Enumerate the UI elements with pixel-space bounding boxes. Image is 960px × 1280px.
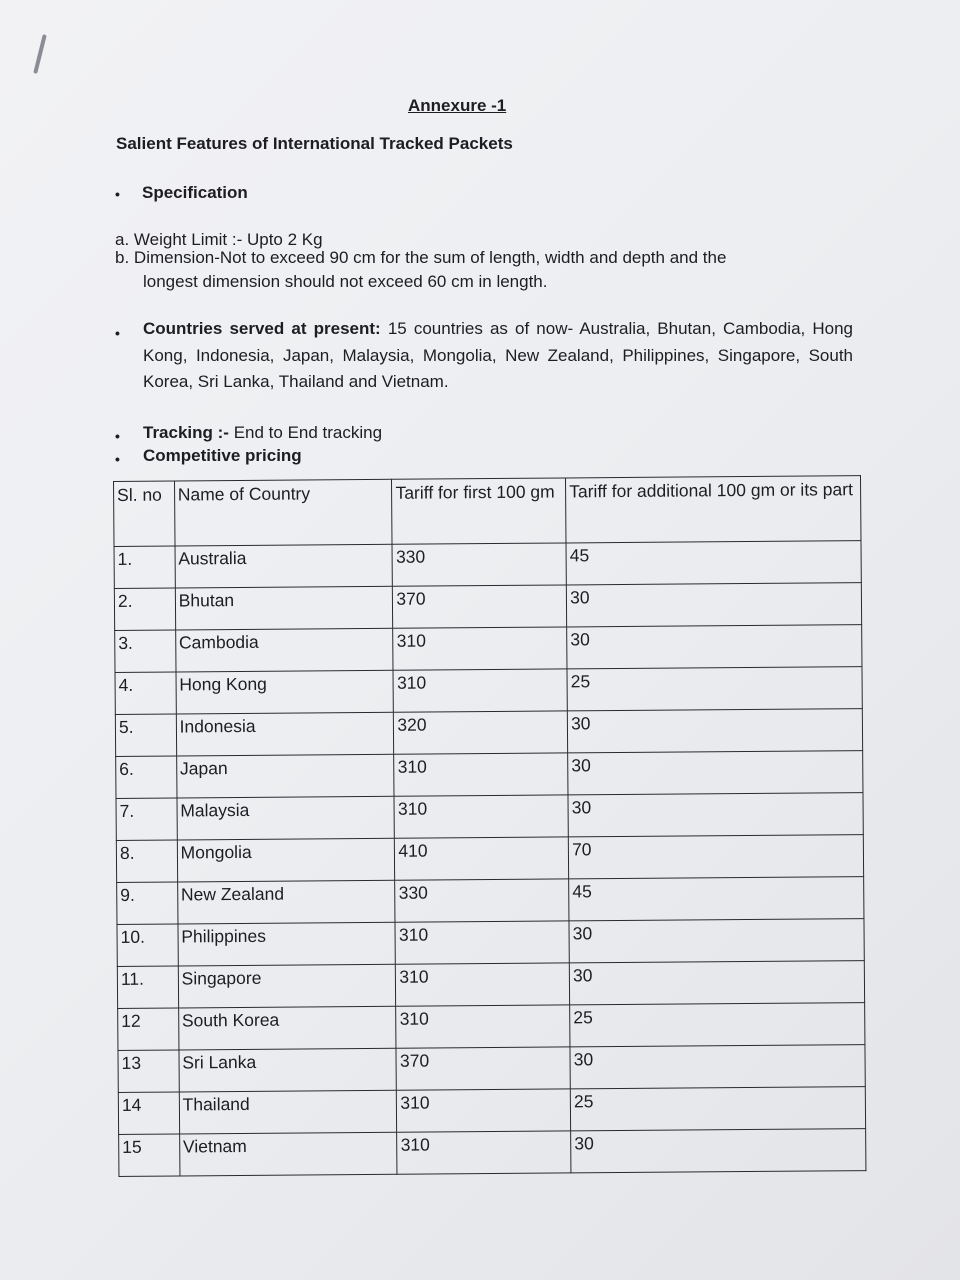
table-row bbox=[118, 1087, 865, 1135]
row-first-tariff: 310 bbox=[396, 963, 570, 1006]
row-sl-no: 15 bbox=[119, 1134, 180, 1176]
row-first-tariff: 310 bbox=[395, 921, 569, 964]
table-row bbox=[116, 835, 863, 883]
header-sl-no: Sl. no bbox=[114, 481, 175, 546]
table-row bbox=[117, 919, 864, 967]
row-additional-tariff: 30 bbox=[569, 919, 864, 963]
row-country: Philippines bbox=[178, 922, 396, 966]
spec-item-marker: a. bbox=[115, 230, 130, 249]
table-row bbox=[119, 1129, 866, 1177]
row-country: Australia bbox=[175, 544, 393, 588]
header-country: Name of Country bbox=[174, 479, 392, 546]
row-additional-tariff: 30 bbox=[567, 709, 862, 753]
bullet-dot: • bbox=[115, 186, 120, 202]
document-subtitle: Salient Features of International Tracked Packets bbox=[116, 134, 513, 153]
spec-item-text: Dimension-Not to exceed 90 cm for the sum of length, width and depth and the bbox=[133, 248, 727, 267]
row-sl-no: 13 bbox=[118, 1050, 179, 1092]
row-additional-tariff: 45 bbox=[566, 541, 861, 585]
table-row bbox=[117, 961, 864, 1009]
spec-item-dimension bbox=[115, 247, 855, 269]
row-additional-tariff: 30 bbox=[567, 625, 862, 669]
row-additional-tariff: 70 bbox=[568, 835, 863, 879]
spec-item-text: Weight Limit :- Upto 2 Kg bbox=[133, 230, 323, 249]
row-sl-no: 12 bbox=[118, 1008, 179, 1050]
table-row bbox=[115, 625, 862, 673]
row-country: Hong Kong bbox=[176, 670, 394, 714]
countries-served-paragraph bbox=[143, 316, 853, 396]
row-country: Japan bbox=[176, 754, 394, 798]
row-first-tariff: 330 bbox=[395, 879, 569, 922]
row-sl-no: 1. bbox=[114, 546, 175, 588]
row-country: Singapore bbox=[178, 964, 396, 1008]
row-additional-tariff: 45 bbox=[569, 877, 864, 921]
row-sl-no: 14 bbox=[118, 1092, 179, 1134]
row-country: Indonesia bbox=[176, 712, 394, 756]
row-country: Cambodia bbox=[175, 628, 393, 672]
pen-mark bbox=[33, 34, 47, 74]
row-country: Vietnam bbox=[179, 1132, 397, 1176]
row-first-tariff: 310 bbox=[393, 669, 567, 712]
specification-heading: Specification bbox=[142, 183, 248, 202]
row-country: South Korea bbox=[178, 1006, 396, 1050]
row-first-tariff: 310 bbox=[394, 753, 568, 796]
table-row bbox=[116, 793, 863, 841]
table-row bbox=[116, 751, 863, 799]
row-sl-no: 11. bbox=[117, 966, 178, 1008]
countries-served-label: Countries served at present: bbox=[143, 319, 381, 338]
pricing-line: Competitive pricing bbox=[143, 446, 302, 465]
table-row bbox=[118, 1003, 865, 1051]
row-sl-no: 2. bbox=[114, 588, 175, 630]
row-additional-tariff: 25 bbox=[570, 1003, 865, 1047]
countries-served-text: 15 countries as of now- Australia, Bhutan, Cambodia, Hong Kong, Indonesia, Japan, Malaysia, Mongolia, New Zealand, Philippines, Singapore, South Korea, Sri Lanka, Thailand and Vietnam. bbox=[143, 319, 853, 391]
header-additional-tariff: Tariff for additional 100 gm or its part bbox=[566, 476, 861, 543]
row-first-tariff: 320 bbox=[394, 711, 568, 754]
row-additional-tariff: 30 bbox=[570, 1045, 865, 1089]
spec-item-marker: b. bbox=[115, 248, 130, 267]
row-first-tariff: 410 bbox=[395, 837, 569, 880]
row-additional-tariff: 25 bbox=[570, 1087, 865, 1131]
row-country: Sri Lanka bbox=[179, 1048, 397, 1092]
row-first-tariff: 310 bbox=[397, 1089, 571, 1132]
row-additional-tariff: 30 bbox=[568, 793, 863, 837]
table-row bbox=[115, 667, 862, 715]
row-sl-no: 5. bbox=[115, 714, 176, 756]
row-additional-tariff: 30 bbox=[571, 1129, 866, 1173]
row-additional-tariff: 30 bbox=[566, 583, 861, 627]
row-sl-no: 10. bbox=[117, 924, 178, 966]
row-sl-no: 7. bbox=[116, 798, 177, 840]
row-sl-no: 9. bbox=[117, 882, 178, 924]
row-country: New Zealand bbox=[177, 880, 395, 924]
row-country: Malaysia bbox=[177, 796, 395, 840]
bullet-dot: • bbox=[115, 325, 120, 341]
tracking-line bbox=[143, 422, 382, 444]
tracking-text: End to End tracking bbox=[233, 423, 383, 442]
table-header-row bbox=[114, 476, 861, 547]
row-first-tariff: 310 bbox=[393, 627, 567, 670]
tracking-label: Tracking :- bbox=[143, 423, 229, 442]
row-country: Mongolia bbox=[177, 838, 395, 882]
table-row bbox=[115, 709, 862, 757]
row-sl-no: 6. bbox=[116, 756, 177, 798]
row-first-tariff: 310 bbox=[394, 795, 568, 838]
row-sl-no: 8. bbox=[116, 840, 177, 882]
bullet-dot: • bbox=[115, 428, 120, 444]
row-first-tariff: 330 bbox=[392, 543, 566, 586]
spec-item-dimension-continuation: longest dimension should not exceed 60 cm in length. bbox=[143, 272, 548, 291]
row-sl-no: 4. bbox=[115, 672, 176, 714]
row-country: Bhutan bbox=[175, 586, 393, 630]
row-additional-tariff: 25 bbox=[567, 667, 862, 711]
table-row bbox=[114, 583, 861, 631]
row-country: Thailand bbox=[179, 1090, 397, 1134]
row-additional-tariff: 30 bbox=[569, 961, 864, 1005]
row-first-tariff: 370 bbox=[396, 1047, 570, 1090]
table-row bbox=[118, 1045, 865, 1093]
row-first-tariff: 310 bbox=[397, 1131, 571, 1174]
row-sl-no: 3. bbox=[115, 630, 176, 672]
row-first-tariff: 370 bbox=[393, 585, 567, 628]
header-first-tariff: Tariff for first 100 gm bbox=[392, 478, 566, 544]
table-row bbox=[114, 541, 861, 589]
annexure-title: Annexure -1 bbox=[408, 96, 507, 115]
tariff-table bbox=[113, 475, 866, 1177]
row-additional-tariff: 30 bbox=[568, 751, 863, 795]
bullet-dot: • bbox=[115, 451, 120, 467]
row-first-tariff: 310 bbox=[396, 1005, 570, 1048]
table-row bbox=[117, 877, 864, 925]
tariff-table-body bbox=[114, 541, 866, 1177]
